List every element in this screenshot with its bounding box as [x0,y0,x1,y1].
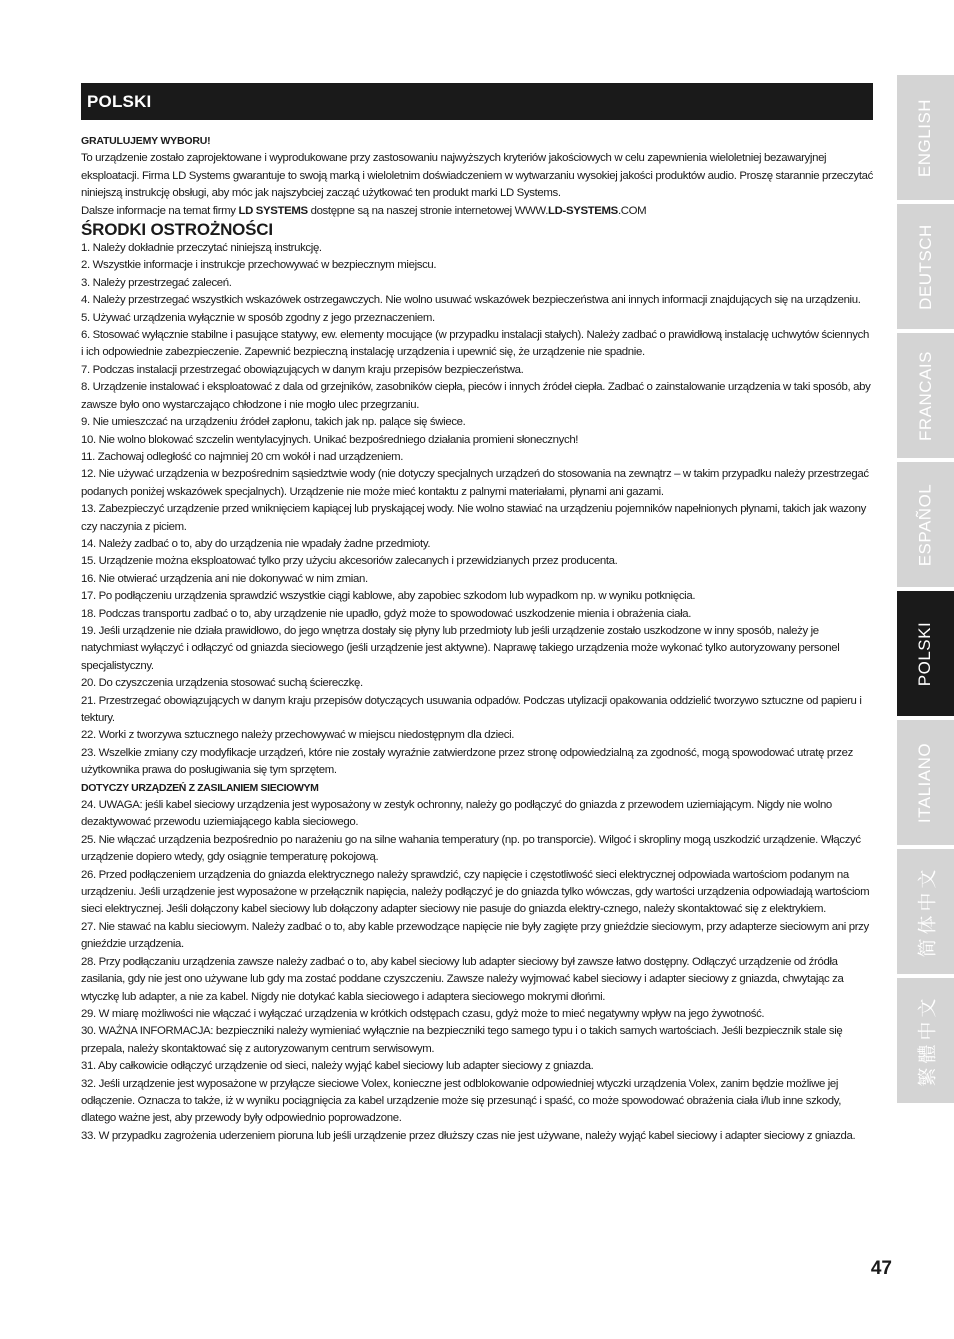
list-item: 4. Należy przestrzegać wszystkich wskazówek ostrzegawczych. Nie wolno usuwać wskazówek bezpieczeństwa ani innych informacji znajdujących się na urządzeniu. [81,294,861,307]
intro-more-suffix: .COM [617,204,647,217]
list-item: 10. Nie wolno blokować szczelin wentylacyjnych. Unikać bezpośredniego działania promieni słonecznych! [81,433,579,446]
list-item: 27. Nie stawać na kablu sieciowym. Należy zadbać o to, aby kable przewodzące napięcie nie były zagięte przy gnieździe sieciowym, przy adapterze sieciowym ani przy gnieździe urządzenia. [81,920,869,951]
list-item: 23. Wszelkie zmiany czy modyfikacje urządzeń, które nie zostały wyraźnie zatwierdzone przez stronę odpowiedzialną za zgodność, mogą spowodować utratę przez użytkownika prawa do posługiwania się tym sprzętem. [81,746,853,777]
list-item: 31. Aby całkowicie odłączyć urządzenie od sieci, należy wyjąć kabel sieciowy lub adapter sieciowy z gniazda. [81,1060,594,1073]
list-item: 22. Worki z tworzywa sztucznego należy przechowywać w miejscu niedostępnym dla dzieci. [81,729,515,742]
precautions-title: ŚRODKI OSTROŻNOŚCI [81,220,273,240]
list-item: 13. Zabezpieczyć urządzenie przed wniknięciem kapiącej lub pryskającej wody. Nie wolno stawiać na urządzeniu pojemników napełnionych płynami, takich jak wazony czy naczynia z piciem. [81,503,866,533]
list-item: 32. Jeśli urządzenie jest wyposażone w przyłącze sieciowe Volex, konieczne jest odblokowanie odpowiedniej wtyczki urządzenia Volex, zanim będzie możliwe jej odłączenie. Oznacza to także, iż w wyniku pociągnięcia za kabel urządzenie może się przesunąć i spaść, co może spowodować obrażenia ciała i/lub inne szkody, dlatego ważne jest, aby przewody były odpowiednio poprowadzone. [81,1077,842,1125]
list-item: 19. Jeśli urządzenie nie działa prawidłowo, do jego wnętrza dostały się płyny lub przedmioty lub jeśli urządzenie zostało uszkodzone w inny sposób, należy je natychmiast wyłączyć i odłączyć od gniazda sieciowego (jeśli urządzenie jest aktywne). Naprawę takiego urządzenia może wykonać tylko autoryzowany personel specjalistyczny. [81,624,840,672]
mains-title: DOTYCZY URZĄDZEŃ Z ZASILANIEM SIECIOWYM [81,781,319,794]
intro-heading: GRATULUJEMY WYBORU! [81,135,211,147]
language-tab[interactable] [897,591,954,716]
language-tab[interactable] [897,333,954,458]
language-tab-label: ESPAÑOL [915,483,935,566]
language-tab[interactable] [897,849,954,974]
list-item: 6. Stosować wyłącznie stabilne i pasujące statywy, ew. elementy mocujące (w przypadku instalacji stałych). Należy zadbać o prawidłową instalację uchwytów ściennych i ich odpowiednie zabezpieczenie. Zapewnić bezpieczną instalację urządzenia i upewnić się, że urządzenie nie spadnie. [81,329,869,359]
list-item: 20. Do czyszczenia urządzenia stosować suchą ściereczkę. [81,677,363,690]
intro-brand: LD SYSTEMS [238,204,308,217]
intro-paragraph [81,150,873,220]
list-item: 8. Urządzenie instalować i eksploatować z dala od grzejników, zasobników ciepła, pieców i innych źródeł ciepła. Zadbać o zainstalowanie urządzenia w taki sposób, aby zawsze było ono wystarczająco chłodzone i nie mogło ulec przegrzaniu. [81,381,871,411]
list-item: 33. W przypadku zagrożenia uderzeniem pioruna lub jeśli urządzenie przez dłuższy czas nie jest używane, należy wyjąć kabel sieciowy i adapter sieciowy z gniazda. [81,1129,856,1142]
list-item: 7. Podczas instalacji przestrzegać obowiązujących w danym kraju przepisów bezpieczeństwa. [81,363,524,376]
language-tab[interactable] [897,720,954,845]
language-tab-label: 繁體中文 [916,994,939,1087]
list-item: 2. Wszystkie informacje i instrukcje przechowywać w bezpiecznym miejscu. [81,259,437,272]
list-item: 29. W miarę możliwości nie włączać i wyłączać urządzenia w krótkich odstępach czasu, gdyż może to mieć negatywny wpływ na jego żywotność. [81,1007,765,1020]
precautions-list [81,240,873,780]
list-item: 18. Podczas transportu zadbać o to, aby urządzenie nie upadło, gdyż może to spowodować uszkodzenie mienia i obrażenia ciała. [81,607,692,620]
list-item: 15. Urządzenie można eksploatować tylko przy użyciu akcesoriów zalecanych i przewidzianych przez producenta. [81,555,618,568]
list-item: 1. Należy dokładnie przeczytać niniejszą instrukcję. [81,242,322,255]
page-content [81,133,873,1145]
language-tab[interactable] [897,75,954,200]
list-item: 25. Nie włączać urządzenia bezpośrednio po narażeniu go na silne wahania temperatury (np. po transporcie). Wilgoć i skropliny mogą uszkodzić urządzenie. Włączyć urządzenie dopiero wtedy, gdy osiągnie temperaturę pokojową. [81,833,861,864]
language-tab-label: 简体中文 [916,865,939,958]
list-item: 14. Należy zadbać o to, aby do urządzenia nie wpadały żadne przedmioty. [81,537,431,550]
intro-site-link[interactable]: LD-SYSTEMS [548,204,618,217]
list-item: 30. WAŻNA INFORMACJA: bezpieczniki należy wymieniać wyłącznie na bezpieczniki tego samego typu i o takich samych wartościach. Jeśli bezpiecznik stale się przepala, należy skontaktować się z autoryzowanym centrum serwisowym. [81,1025,843,1055]
language-tab-label: POLSKI [915,621,935,686]
intro-more-middle: dostępne są na naszej stronie internetowej WWW. [307,204,549,217]
language-tab-label: DEUTSCH [915,223,935,310]
intro-text: To urządzenie zostało zaprojektowane i wyprodukowane przy zastosowaniu najwyższych kryteriów jakościowych w celu zapewnienia wieloletniej bezawaryjnej eksploatacji. Firma LD Systems gwarantuje to swoją marką i wieloletnim doświadczeniem w wytwarzaniu wysokiej jakości produktów audio. Proszę starannie przeczytać niniejszą instrukcję obsługi, aby móc jak najszybciej zacząć użytkować ten produkt marki LD Systems. [81,152,873,200]
language-tab-label: ITALIANO [915,742,935,823]
list-item: 24. UWAGA: jeśli kabel sieciowy urządzenia jest wyposażony w zestyk ochronny, należy go podłączyć do gniazda z przewodem uziemiającym. Nigdy nie wolno dezaktywować przewodu uziemiającego kabla sieciowego. [81,799,832,829]
section-header-title: POLSKI [87,91,152,111]
list-item: 9. Nie umieszczać na urządzeniu źródeł zapłonu, takich jak np. palące się świece. [81,416,466,429]
language-tab-label: ENGLISH [915,98,935,177]
page-number: 47 [870,1258,892,1279]
language-tab[interactable] [897,462,954,587]
section-header-bar [81,83,873,120]
list-item: 21. Przestrzegać obowiązujących w danym kraju przepisów dotyczących usuwania odpadów. Podczas utylizacji opakowania oddzielić tworzywo sztuczne od papieru i tektury. [81,694,862,724]
intro-more-prefix: Dalsze informacje na temat firmy [81,204,239,217]
language-tab-label: FRANCAIS [915,350,935,441]
list-item: 12. Nie używać urządzenia w bezpośrednim sąsiedztwie wody (nie dotyczy specjalnych urządzeń do stosowania na zewnątrz – w takim przypadku należy przestrzegać podanych poniżej wskazówek specjalnych). Urządzenie nie może mieć kontaktu z palnymi materiałami, płynami ani gazami. [81,468,869,498]
language-tab[interactable] [897,204,954,329]
list-item: 5. Używać urządzenia wyłącznie w sposób zgodny z jego przeznaczeniem. [81,311,435,324]
list-item: 3. Należy przestrzegać zaleceń. [81,276,232,289]
list-item: 28. Przy podłączaniu urządzenia zawsze należy zadbać o to, aby kabel sieciowy lub adapter sieciowy był zawsze łatwo dostępny. Odłączyć urządzenie od źródła zasilania, gdy nie jest ono używane lub gdy ma zostać poddane czyszczeniu. Zawsze należy wyjmować kabel sieciowy i adapter sieciowy z gniazda, chwytając za wtyczkę lub adapter, a nie za kabel. Nigdy nie dotykać kabla sieciowego i adaptera sieciowego mokrymi dłońmi. [81,955,844,1003]
list-item: 26. Przed podłączeniem urządzenia do gniazda elektrycznego należy sprawdzić, czy napięcie i częstotliwość sieci elektrycznej odpowiada wartościom podanym na urządzeniu. Jeśli urządzenie jest wyposażone w przełącznik napięcia, należy podłączyć je do gniazda tylko wówczas, gdy wartości urządzenia odpowiadają wartościom sieci elektrycznej. Jeśli dołączony kabel sieciowy lub dołączony adapter sieciowy nie pasuje do gniazda elektry-cznego, należy skontaktować się z elektrykiem. [81,868,870,916]
list-item: 17. Po podłączeniu urządzenia sprawdzić wszystkie ciągi kablowe, aby zapobiec szkodom lub wypadkom np. w wyniku potknięcia. [81,590,696,603]
mains-list [81,797,873,1145]
list-item: 16. Nie otwierać urządzenia ani nie dokonywać w nim zmian. [81,572,368,585]
list-item: 11. Zachowaj odległość co najmniej 20 cm wokół i nad urządzeniem. [81,450,404,463]
language-tab[interactable] [897,978,954,1103]
